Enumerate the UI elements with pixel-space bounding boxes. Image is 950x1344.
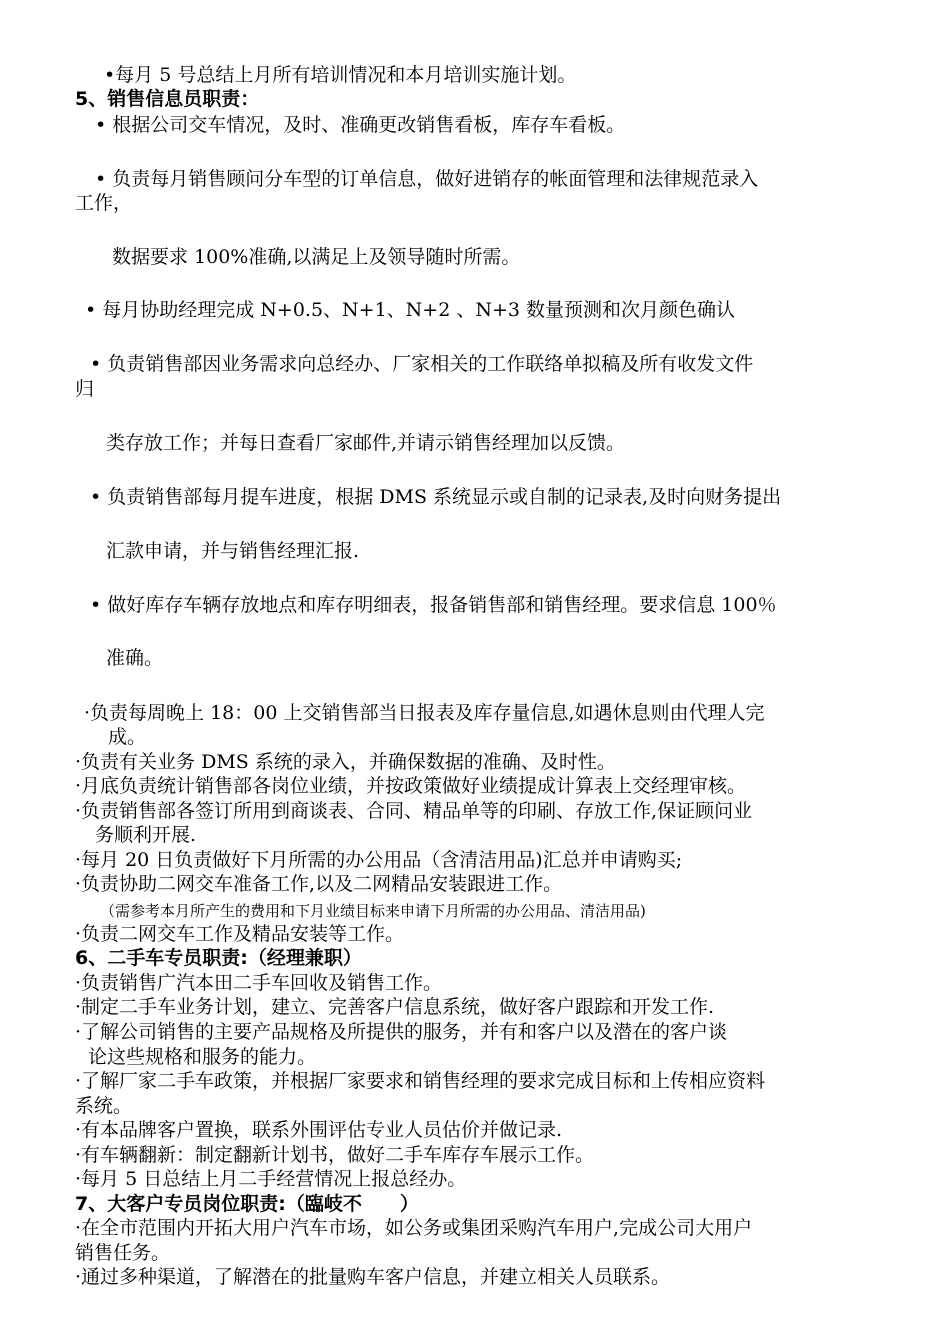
text-line: 汇款申请，并与销售经理汇报.: [106, 540, 360, 562]
text-line: ·了解公司销售的主要产品规格及所提供的服务，并有和客户以及潜在的客户谈: [75, 1021, 728, 1043]
text-line: 系统。: [75, 1095, 133, 1117]
text-line: ·通过多种渠道，了解潜在的批量购车客户信息，并建立相关人员联系。: [75, 1266, 671, 1288]
text-line: ·每月 5 日总结上月二手经营情况上报总经办。: [75, 1168, 467, 1190]
text-line: ·了解厂家二手车政策，并根据厂家要求和销售经理的要求完成目标和上传相应资料: [75, 1070, 766, 1092]
text-line: ·负责销售部各签订所用到商谈表、合同、精品单等的印刷、存放工作,保证顾问业: [75, 800, 753, 822]
text-line: • 负责销售部因业务需求向总经办、厂家相关的工作联络单拟稿及所有收发文件: [90, 353, 754, 375]
section-heading: 7、大客户专员岗位职责:（臨岐不 ）: [75, 1193, 419, 1215]
text-line: •每月 5 号总结上月所有培训情况和本月培训实施计划。: [104, 64, 577, 86]
text-line: ·负责每周晚上 18：00 上交销售部当日报表及库存量信息,如遇休息则由代理人完: [84, 702, 765, 724]
section-heading: 6、二手车专员职责:（经理兼职）: [75, 947, 362, 969]
text-line: • 根据公司交车情况，及时、准确更改销售看板，库存车看板。: [95, 114, 626, 136]
text-line: 工作，: [75, 192, 133, 214]
text-line: ·负责销售广汽本田二手车回收及销售工作。: [75, 972, 443, 994]
text-line: 归: [75, 378, 95, 400]
text-line: ·在全市范围内开拓大用户汽车市场，如公务或集团采购汽车用户,完成公司大用户: [75, 1217, 753, 1239]
text-line: ·负责协助二网交车准备工作,以及二网精品安装跟进工作。: [75, 873, 563, 895]
text-line: • 做好库存车辆存放地点和库存明细表，报备销售部和销售经理。要求信息 100％: [90, 594, 777, 616]
text-line: 准确。: [106, 647, 164, 669]
text-line: ·负责有关业务 DMS 系统的录入，并确保数据的准确、及时性。: [75, 751, 616, 773]
text-line: • 负责销售部每月提车进度，根据 DMS 系统显示或自制的记录表,及时向财务提出: [90, 486, 782, 508]
text-line: 数据要求 100%准确,以满足上及领导随时所需。: [112, 246, 521, 268]
text-line: ·有本品牌客户置换，联系外围评估专业人员估价并做记录.: [75, 1119, 563, 1141]
text-line: ·制定二手车业务计划，建立、完善客户信息系统，做好客户跟踪和开发工作.: [75, 996, 715, 1018]
text-line: • 负责每月销售顾问分车型的订单信息，做好进销存的帐面管理和法律规范录入: [95, 168, 759, 190]
text-line: ·有车辆翻新：制定翻新计划书，做好二手车库存车展示工作。: [75, 1144, 595, 1166]
text-line: 务顺利开展.: [95, 824, 197, 846]
note-line: （需参考本月所产生的费用和下月业绩目标来申请下月所需的办公用品、清洁用品): [100, 902, 646, 920]
text-line: • 每月协助经理完成 N+0.5、N+1、N+2 、N+3 数量预测和次月颜色确认: [85, 299, 736, 321]
text-line: ·负责二网交车工作及精品安装等工作。: [75, 923, 405, 945]
text-line: ·每月 20 日负责做好下月所需的办公用品（含清洁用品)汇总并申请购买;: [75, 849, 683, 871]
text-line: 类存放工作；并每日查看厂家邮件,并请示销售经理加以反馈。: [106, 432, 626, 454]
text-line: ·月底负责统计销售部各岗位业绩，并按政策做好业绩提成计算表上交经理审核。: [75, 775, 747, 797]
section-heading: 5、销售信息员职责：: [75, 88, 260, 110]
text-line: 论这些规格和服务的能力。: [88, 1046, 317, 1068]
text-line: 销售任务。: [75, 1242, 171, 1264]
text-line: 成。: [108, 726, 147, 748]
